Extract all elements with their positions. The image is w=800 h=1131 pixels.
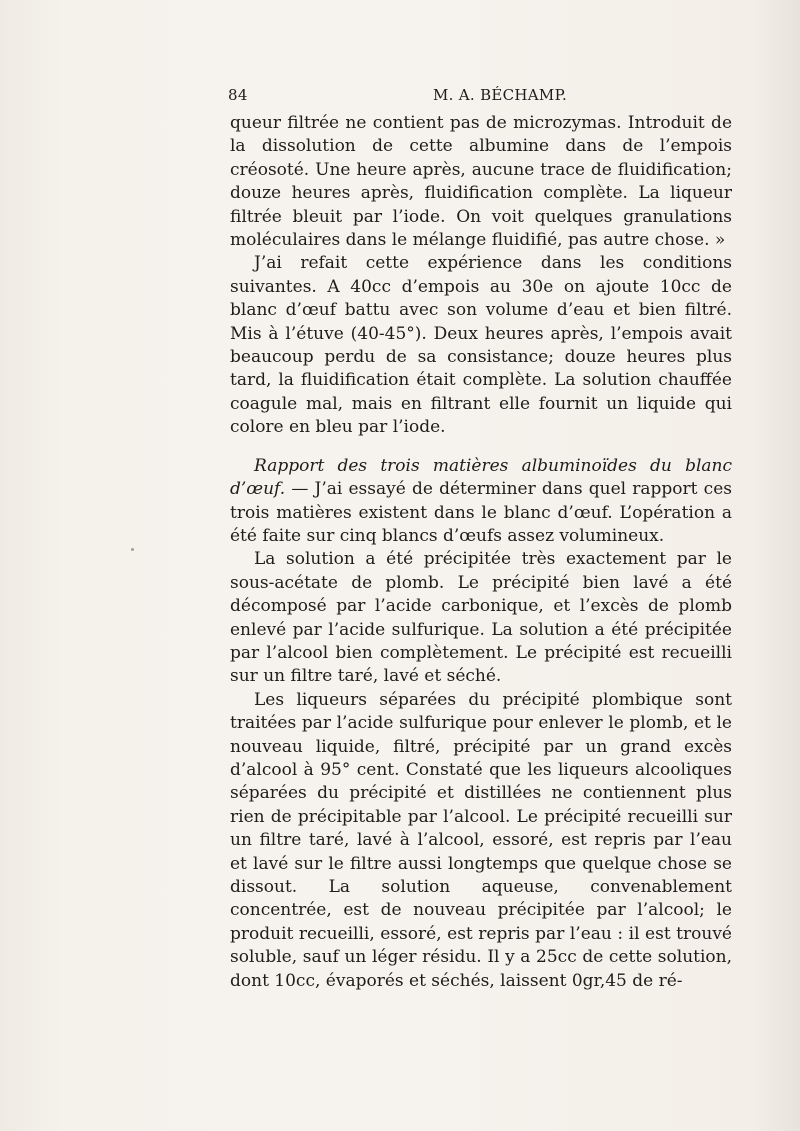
paper-speck [715,623,718,626]
section-paragraph [230,455,732,549]
paper-speck [131,548,134,551]
paragraph-precipitation: La solution a été précipitée très exactement par le sous-acétate de plomb. Le précipité bien lavé a été décomposé par l’acide carbonique, et l’excès de plomb enlevé par l’acide sulfurique. La solution a été précipitée par l’alcool bien complètement. Le précipité est recueilli sur un filtre taré, lavé et séché. [230,549,732,687]
section-text: J’ai essayé de déterminer dans quel rapport ces trois matières existent dans le blanc d’œuf. L’opération a été faite sur cinq blancs d’œufs assez volumineux. [230,479,732,546]
paragraph-liqueurs: Les liqueurs séparées du précipité plombique sont traitées par l’acide sulfurique pour enlever le plomb, et le nouveau liquide, filtré, précipité par un grand excès d’alcool à 95° cent. Constaté que les liqueurs alcooliques séparées du précipité et distillées ne contiennent plus rien de précipitable par l’alcool. Le précipité recueilli sur un filtre taré, lavé à l’alcool, essoré, est repris par l’eau et lavé sur le filtre aussi longtemps que quelque chose se dissout. La solution aqueuse, convenablement concentrée, est de nouveau précipitée par l’alcool; le produit recueilli, essoré, est repris par l’eau : il est trouvé soluble, sauf un léger résidu. Il y a 25cc de cette solution, dont 10cc, évaporés et séchés, laissent 0gr,45 de ré- [230,689,732,991]
body-text [230,112,732,993]
page-number: 84 [228,86,248,104]
section-dash: — [285,479,315,500]
paragraph-experiment: J’ai refait cette expérience dans les conditions suivantes. A 40cc d’empois au 30e on ajoute 10cc de blanc d’œuf battu avec son volume d’eau et bien filtré. Mis à l’étuve (40-45°). Deux heures après, l’empois avait beaucoup perdu de sa consistance; douze heures plus tard, la fluidification était complète. La solution chauffée coagule mal, mais en filtrant elle fournit un liquide qui colore en bleu par l’iode. [230,253,732,438]
section-title: Rapport des trois matières albuminoïdes du blanc d’œuf. [230,455,732,500]
paragraph-continued: queur filtrée ne contient pas de microzymas. Introduit de la dissolution de cette albumine dans de l’empois créosoté. Une heure après, aucune trace de fluidification; douze heures après, fluidification complète. La liqueur filtrée bleuit par l’iode. On voit quelques granulations moléculaires dans le mélange fluidifié, pas autre chose. » [230,113,732,251]
running-title: M. A. BÉCHAMP. [433,86,568,104]
running-head [228,86,728,108]
